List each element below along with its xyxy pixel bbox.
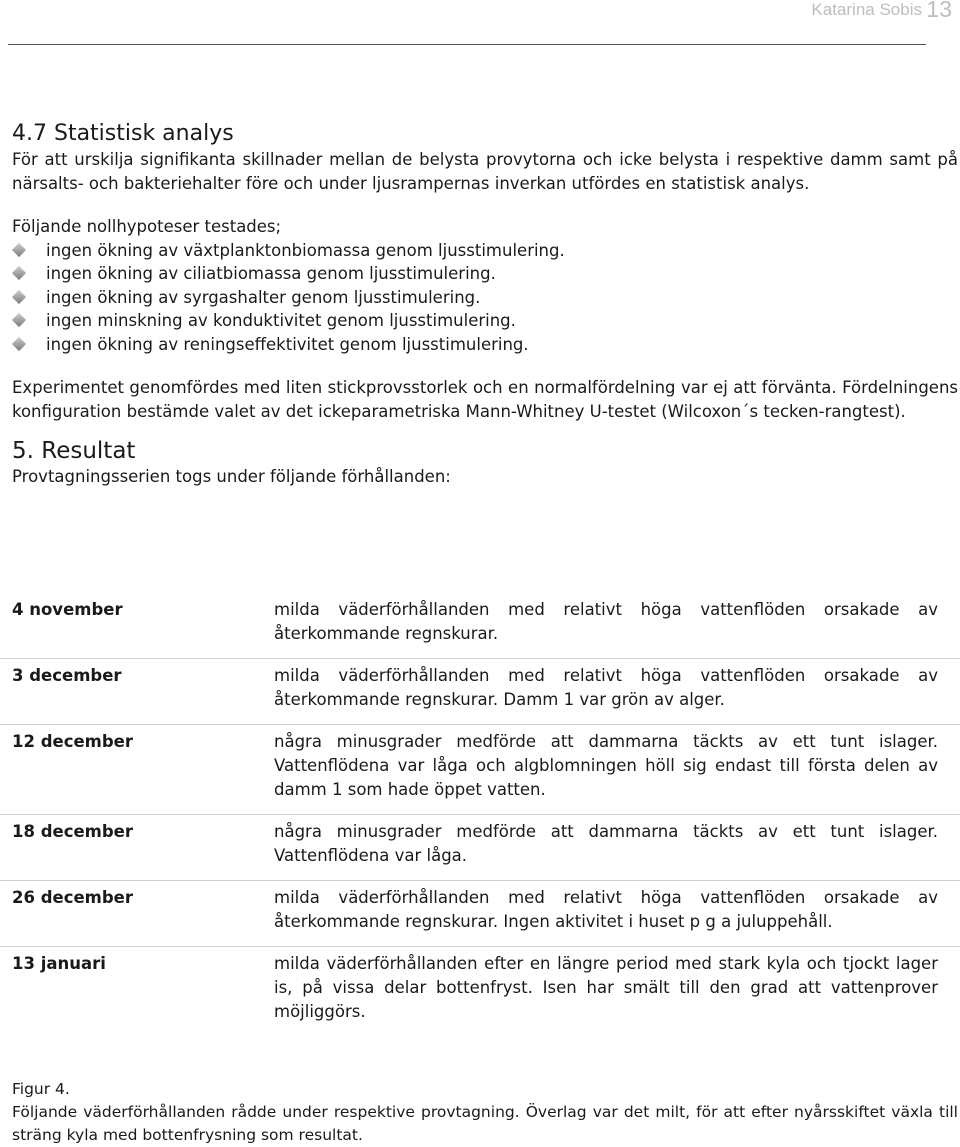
diamond-bullet-icon bbox=[12, 242, 26, 256]
document-body bbox=[12, 120, 958, 489]
condition-date: 4 november bbox=[12, 600, 123, 619]
figure-label: Figur 4. bbox=[12, 1080, 70, 1098]
figure-caption-block bbox=[12, 1078, 958, 1147]
table-row bbox=[0, 593, 960, 659]
diamond-bullet-icon bbox=[12, 266, 26, 280]
condition-date: 26 december bbox=[0, 881, 274, 947]
table-row bbox=[0, 659, 960, 725]
condition-date: 3 december bbox=[0, 659, 274, 725]
diamond-bullet-icon bbox=[12, 336, 26, 350]
header-author: Katarina Sobis bbox=[811, 0, 922, 19]
results-intro: Provtagningsserien togs under följande förhållanden: bbox=[12, 467, 451, 486]
figure-caption: Följande väderförhållanden rådde under respektive provtagning. Överlag var det milt, för att efter nyårsskiftet växla till sträng kyla med bottenfrysning som resultat. bbox=[12, 1103, 958, 1144]
header-divider bbox=[8, 44, 926, 45]
hypothesis-item: ingen ökning av reningseffektivitet genom ljusstimulering. bbox=[12, 333, 958, 357]
page-header bbox=[0, 0, 960, 48]
diamond-bullet-icon bbox=[12, 289, 26, 303]
condition-description: några minusgrader medförde att dammarna täckts av ett tunt islager. Vattenflödena var låga och algblomningen höll sig endast till första delen av damm 1 som hade öppet vatten. bbox=[274, 725, 960, 815]
table-row bbox=[0, 815, 960, 881]
hypothesis-item: ingen ökning av ciliatbiomassa genom ljusstimulering. bbox=[12, 262, 958, 286]
condition-description: milda väderförhållanden med relativt höga vattenflöden orsakade av återkommande regnskurar. bbox=[274, 600, 938, 643]
table-row bbox=[0, 881, 960, 947]
table-row bbox=[0, 947, 960, 1037]
conditions-table bbox=[0, 593, 960, 1036]
condition-date: 18 december bbox=[0, 815, 274, 881]
condition-description: några minusgrader medförde att dammarna täckts av ett tunt islager. Vattenflödena var låga. bbox=[274, 815, 960, 881]
hypothesis-item: ingen minskning av konduktivitet genom ljusstimulering. bbox=[12, 309, 958, 333]
condition-description: milda väderförhållanden med relativt höga vattenflöden orsakade av återkommande regnskurar. Ingen aktivitet i huset p g a juluppehåll. bbox=[274, 881, 960, 947]
condition-description: milda väderförhållanden med relativt höga vattenflöden orsakade av återkommande regnskurar. Damm 1 var grön av alger. bbox=[274, 659, 960, 725]
condition-date: 13 januari bbox=[0, 947, 274, 1037]
experiment-paragraph: Experimentet genomfördes med liten stickprovsstorlek och en normalfördelning var ej att förvänta. Fördelningens konfiguration bestämde valet av det ickeparametriska Mann-Whitney U-testet (Wilcoxon´s tecken-rangtest). bbox=[12, 378, 958, 421]
table-row bbox=[0, 725, 960, 815]
hypotheses-intro: Följande nollhypoteser testades; bbox=[12, 217, 282, 236]
section-heading-statistics: 4.7 Statistisk analys bbox=[12, 121, 234, 146]
hypothesis-item: ingen ökning av syrgashalter genom ljusstimulering. bbox=[12, 286, 958, 310]
section-heading-results: 5. Resultat bbox=[12, 438, 136, 464]
page-number: 13 bbox=[926, 0, 952, 22]
condition-date: 12 december bbox=[0, 725, 274, 815]
condition-description: milda väderförhållanden efter en längre period med stark kyla och tjockt lager is, på vissa delar bottenfryst. Isen har smält till den grad att vattenprover möjliggörs. bbox=[274, 947, 960, 1037]
hypothesis-item: ingen ökning av växtplanktonbiomassa genom ljusstimulering. bbox=[12, 239, 958, 263]
statistics-intro-paragraph: För att urskilja signifikanta skillnader mellan de belysta provytorna och icke belysta i respektive damm samt på närsalts- och bakteriehalter före och under ljusrampernas inverkan utfördes en statistisk analys. bbox=[12, 150, 958, 193]
hypotheses-list bbox=[12, 239, 958, 357]
diamond-bullet-icon bbox=[12, 313, 26, 327]
